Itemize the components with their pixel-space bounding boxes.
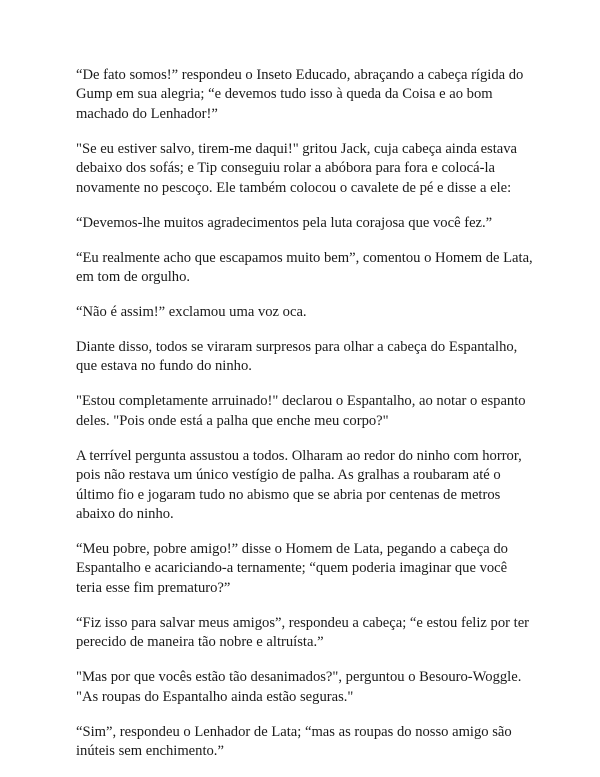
paragraph: Diante disso, todos se viraram surpresos para olhar a cabeça do Espantalho, que estava no fundo do ninho. <box>76 339 518 375</box>
paragraph: A terrível pergunta assustou a todos. Olharam ao redor do ninho com horror, pois não restava um único vestígio de palha. As gralhas a roubaram até o último fio e jogaram tudo no abismo que se abria por centenas de metros abaixo do ninho. <box>76 447 522 523</box>
paragraph: “Devemos-lhe muitos agradecimentos pela luta corajosa que você fez.” <box>76 214 493 231</box>
paragraph: “Meu pobre, pobre amigo!” disse o Homem de Lata, pegando a cabeça do Espantalho e acariciando-a ternamente; “quem poderia imaginar que você teria esse fim prematuro?” <box>76 541 508 596</box>
paragraph: "Estou completamente arruinado!" declarou o Espantalho, ao notar o espanto deles. "Pois onde está a palha que enche meu corpo?" <box>76 393 526 429</box>
paragraph: "Mas por que vocês estão tão desanimados?", perguntou o Besouro-Woggle. "As roupas do Espantalho ainda estão seguras." <box>76 669 522 705</box>
paragraph: “De fato somos!” respondeu o Inseto Educado, abraçando a cabeça rígida do Gump em sua alegria; “e devemos tudo isso à queda da Coisa e ao bom machado do Lenhador!” <box>76 67 524 122</box>
document-page <box>76 66 536 777</box>
paragraph: "Se eu estiver salvo, tirem-me daqui!" gritou Jack, cuja cabeça ainda estava debaixo dos sofás; e Tip conseguiu rolar a abóbora para fora e colocá-la novamente no pescoço. Ele também colocou o cavalete de pé e disse a ele: <box>76 140 518 196</box>
paragraph: “Fiz isso para salvar meus amigos”, respondeu a cabeça; “e estou feliz por ter perecido de maneira tão nobre e altruísta.” <box>76 614 530 651</box>
paragraph: “Eu realmente acho que escapamos muito bem”, comentou o Homem de Lata, em tom de orgulho. <box>76 249 533 286</box>
paragraph: “Não é assim!” exclamou uma voz oca. <box>76 304 307 321</box>
paragraph: “Sim”, respondeu o Lenhador de Lata; “mas as roupas do nosso amigo são inúteis sem enchimento.” <box>76 723 512 760</box>
